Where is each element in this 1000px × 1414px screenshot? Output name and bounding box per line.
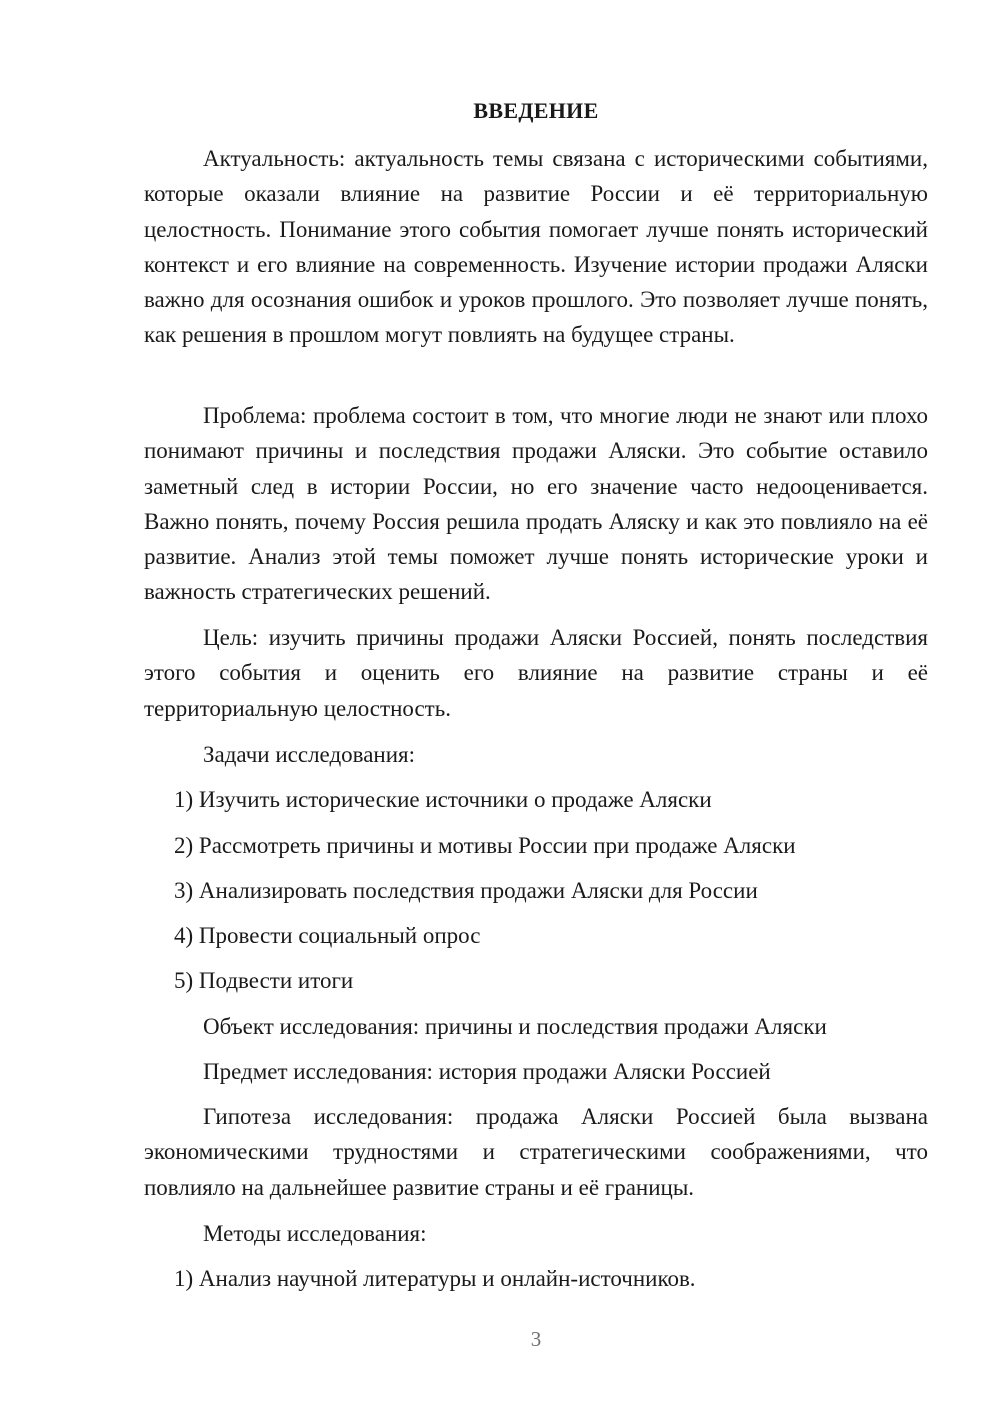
relevance-paragraph-block xyxy=(144,141,928,353)
research-object: Объект исследования: причины и последствия продажи Аляски xyxy=(203,1014,827,1039)
list-item: 2) Рассмотреть причины и мотивы России при продаже Аляски xyxy=(174,833,796,858)
object-block xyxy=(144,1009,928,1044)
list-item: 4) Провести социальный опрос xyxy=(174,923,481,948)
problem-paragraph-block xyxy=(144,398,928,610)
task-item-3-block xyxy=(144,873,928,908)
page-title: ВВЕДЕНИЕ xyxy=(473,98,599,123)
research-subject: Предмет исследования: история продажи Аляски Россией xyxy=(203,1059,771,1084)
task-item-4-block xyxy=(144,918,928,953)
subject-block xyxy=(144,1054,928,1089)
task-item-5-block xyxy=(144,963,928,998)
list-item: 5) Подвести итоги xyxy=(174,968,354,993)
task-item-1-block xyxy=(144,782,928,817)
methods-heading: Методы исследования: xyxy=(203,1221,427,1246)
tasks-heading-block xyxy=(144,737,928,772)
goal-paragraph-block xyxy=(144,620,928,726)
goal-paragraph: Цель: изучить причины продажи Аляски Россией, понять последствия этого события и оценить его влияние на развитие страны и её территориальную целостность. xyxy=(144,625,928,721)
hypothesis-paragraph: Гипотеза исследования: продажа Аляски Россией была вызвана экономическими трудностями и стратегическими соображениями, что повлияло на дальнейшее развитие страны и её границы. xyxy=(144,1104,928,1200)
list-item: 3) Анализировать последствия продажи Аляски для России xyxy=(174,878,758,903)
problem-paragraph: Проблема: проблема состоит в том, что многие люди не знают или плохо понимают причины и последствия продажи Аляски. Это событие оставило заметный след в истории России, но его значение часто недооценивается. Важно понять, почему Россия решила продать Аляску и как это повлияло на её развитие. Анализ этой темы поможет лучше понять исторические уроки и важность стратегических решений. xyxy=(144,403,928,605)
list-item: 1) Анализ научной литературы и онлайн-источников. xyxy=(174,1266,696,1291)
hypothesis-block xyxy=(144,1099,928,1205)
tasks-heading: Задачи исследования: xyxy=(203,742,416,767)
methods-heading-block xyxy=(144,1216,928,1251)
page-number: 3 xyxy=(530,1327,542,1351)
method-item-1-block xyxy=(144,1261,928,1296)
relevance-paragraph: Актуальность: актуальность темы связана с историческими событиями, которые оказали влияние на развитие России и её территориальную целостность. Понимание этого события помогает лучше понять исторический контекст и его влияние на современность. Изучение истории продажи Аляски важно для осознания ошибок и уроков прошлого. Это позволяет лучше понять, как решения в прошлом могут повлиять на будущее страны. xyxy=(144,146,928,348)
list-item: 1) Изучить исторические источники о продаже Аляски xyxy=(174,787,712,812)
task-item-2-block xyxy=(144,828,928,863)
